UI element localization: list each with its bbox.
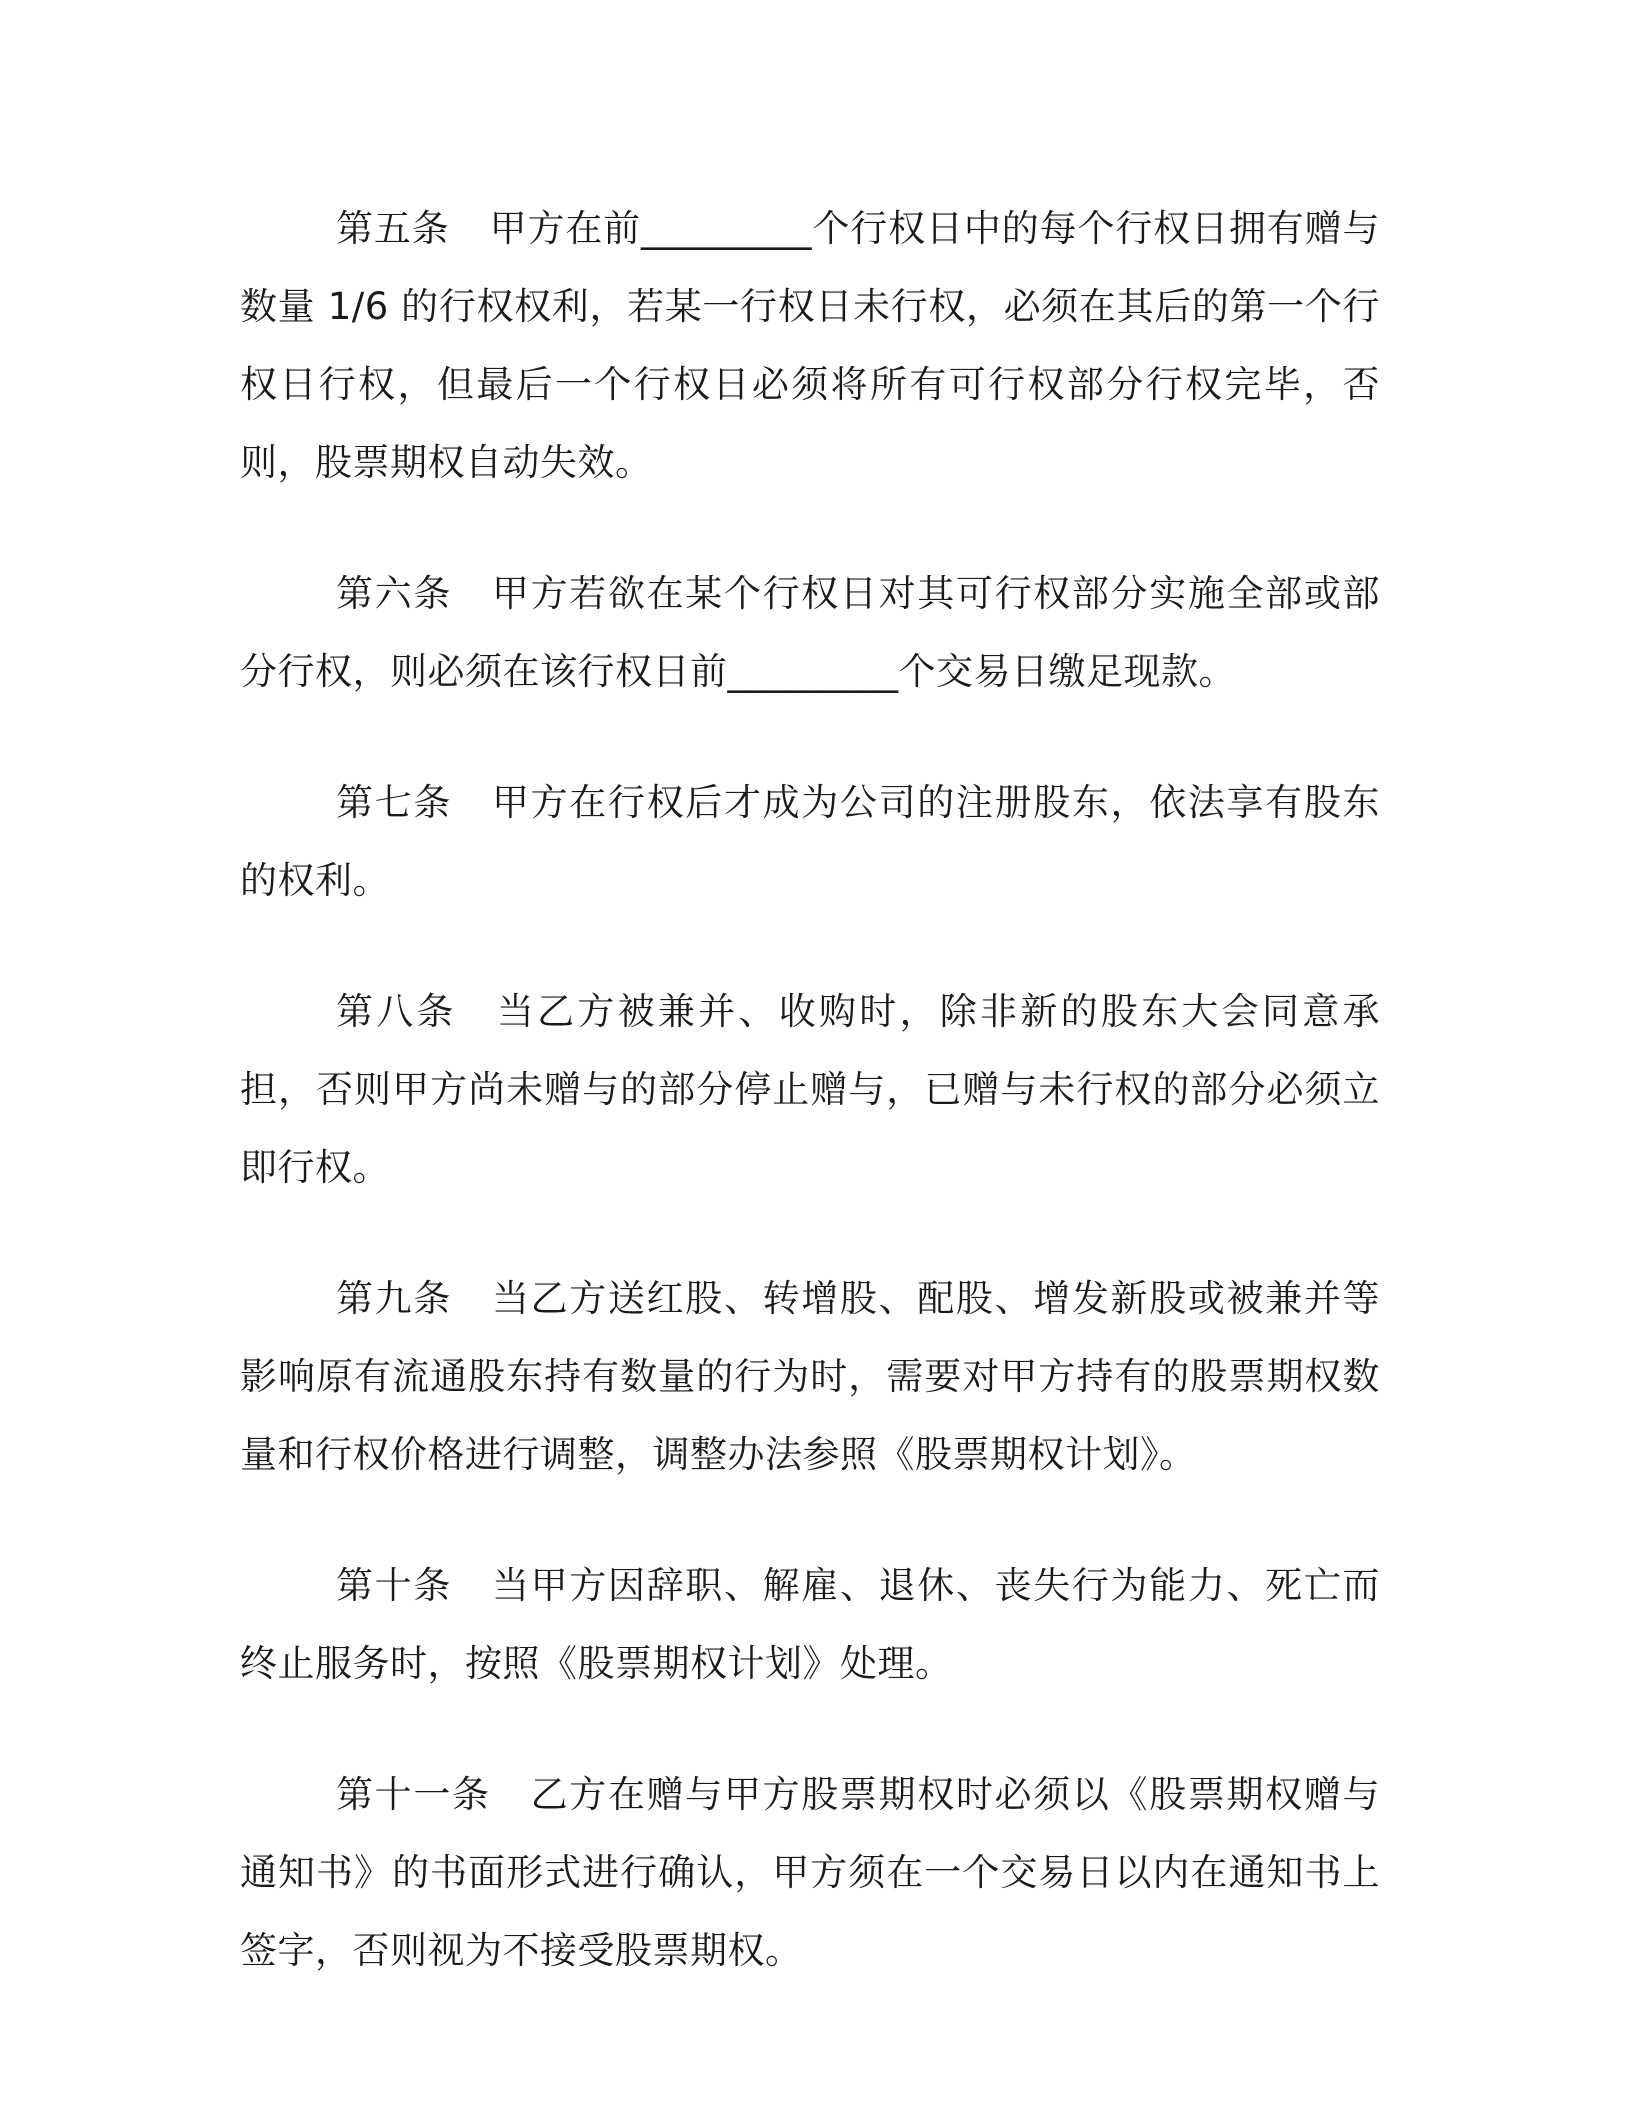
document-page [240,190,1380,2043]
article-5 [240,190,1380,502]
article-8 [240,973,1380,1207]
article-number: 第七条 [336,781,452,824]
article-text: 甲方若欲在某个行权日对其可行权部分实施全部或部分行权，则必须在该行权日前_________个交易日缴足现款。 [240,572,1381,693]
article-text: 当乙方送红股、转增股、配股、增发新股或被兼并等影响原有流通股东持有数量的行为时，需要对甲方持有的股票期权数量和行权价格进行调整，调整办法参照《股票期权计划》。 [240,1277,1381,1476]
article-number: 第六条 [336,572,452,615]
article-number: 第十一条 [336,1773,491,1816]
article-7 [240,764,1380,920]
article-number: 第五条 [336,207,450,250]
article-text: 当乙方被兼并、收购时，除非新的股东大会同意承担，否则甲方尚未赠与的部分停止赠与，已赠与未行权的部分必须立即行权。 [240,990,1380,1189]
article-text: 甲方在行权后才成为公司的注册股东，依法享有股东的权利。 [240,781,1381,902]
article-number: 第九条 [336,1277,452,1320]
article-text: 当甲方因辞职、解雇、退休、丧失行为能力、死亡而终止服务时，按照《股票期权计划》处理。 [240,1564,1381,1685]
article-9 [240,1260,1380,1494]
article-number: 第八条 [336,990,457,1033]
article-number: 第十条 [336,1564,452,1607]
article-text: 乙方在赠与甲方股票期权时必须以《股票期权赠与通知书》的书面形式进行确认，甲方须在一个交易日以内在通知书上签字，否则视为不接受股票期权。 [240,1773,1380,1972]
article-11 [240,1756,1380,1990]
article-6 [240,555,1380,711]
article-10 [240,1547,1380,1703]
article-text: 甲方在前_________个行权日中的每个行权日拥有赠与数量 1/6 的行权权利，若某一行权日未行权，必须在其后的第一个行权日行权，但最后一个行权日必须将所有可行权部分行权完毕，否则，股票期权自动失效。 [240,207,1381,484]
